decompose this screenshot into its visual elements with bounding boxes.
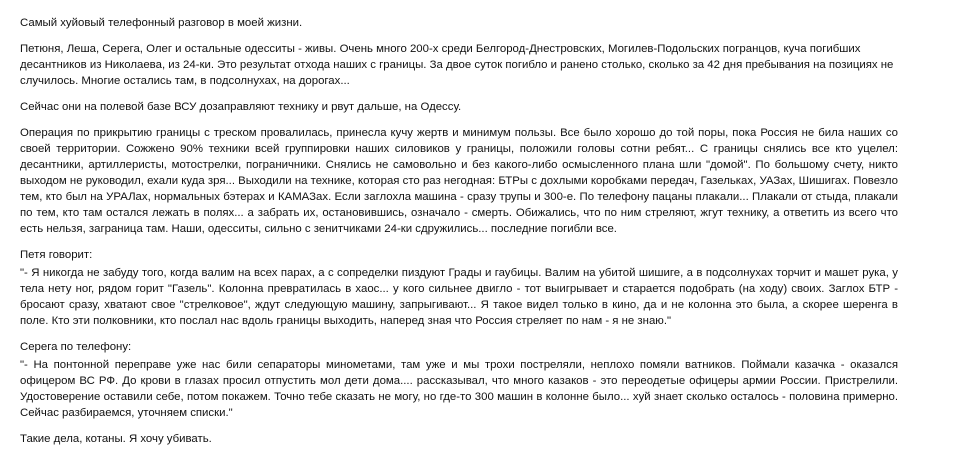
paragraph-casualties: Петюня, Леша, Серега, Олег и остальные одесситы - живы. Очень много 200-х среди Белгород-Днестровских, Могилев-Подольских погранцов, куча погибших десантников из Николаева, из 24-ки. Это результат отхода наших с границы. За двое суток погибло и ранено столько, сколько за 42 дня пребывания на позициях не случилось. Многие остались там, в подсолнухах, на дорогах... <box>20 43 894 87</box>
document-body <box>20 15 898 457</box>
closing-line: Такие дела, котаны. Я хочу убивать. <box>20 433 212 445</box>
serega-label: Серега по телефону: <box>20 341 132 353</box>
petya-label: Петя говорит: <box>20 249 93 261</box>
paragraph-border-operation: Операция по прикрытию границы с треском провалилась, принесла кучу жертв и минимум пользы. Все было хорошо до той поры, пока Россия не била наших со своей территории. Сожжено 90% техники всей группировки наших силовиков у границы, положили головы сотни ребят... С границы снялись все кто уцелел: десантники, артиллеристы, мотострелки, пограничники. Снялись не самовольно и без какого-либо осмысленного плана шли "домой". По большому счету, никто выходом не руководил, ехали куда зря... Выходили на технике, которая сто раз негодная: БТРы с дохлыми коробками передач, Газельках, УАЗах, Шишигах. Повезло тем, кто был на УРАЛах, нормальных бэтерах и КАМАЗах. Если заглохла машина - сразу трупы и 300-е. По телефону пацаны плакали... Плакали от стыда, плакали по тем, кто там остался лежать в полях... а забрать их, остановившись, означало - смерть. Обижались, что по ним стреляют, жгут технику, а ответить из всего что есть нельзя, заграница там. Наши, одесситы, сильно с зенитчиками 24-ки сдружились... последние погибли все. <box>20 127 898 235</box>
document-title: Самый хуйовый телефонный разговор в моей жизни. <box>20 17 303 29</box>
petya-quote: "- Я никогда не забуду того, когда валим на всех парах, а с сопределки пиздуют Грады и гаубицы. Валим на убитой шишиге, а в подсолнухах торчит и машет рука, у тела нету ног, рядом горит "Газель". Колонна превратилась в хаос... у кого сильнее двигло - тот выигрывает и старается подобрать (на ходу) своих. Заглох БТР - бросают сразу, хватают свое "стрелковое", ждут следующую машину, запрыгивают... Я такое видел только в кино, да и не колонна это была, а скорее шеренга в поле. Кто эти полковники, кто послал нас вдоль границы выходить, наперед зная что Россия стреляет по нам - я не знаю." <box>20 267 898 327</box>
serega-quote: "- На понтонной переправе уже нас били сепараторы минометами, там уже и мы трохи постреляли, неплохо помяли ватников. Поймали казачка - оказался офицером ВС РФ. До крови в глазах просил отпустить мол дети дома.... рассказывал, что много казаков - это переодетые офицеры армии России. Пристрелили. Удостоверение оставили себе, потом покажем. Точно тебе сказать не могу, но где-то 300 машин в колонне было... хуй знает сколько осталось - половина примерно. Сейчас разбираемся, уточняем списки." <box>20 359 898 419</box>
paragraph-refuel: Сейчас они на полевой базе ВСУ дозаправляют технику и рвут дальше, на Одессу. <box>20 101 462 113</box>
